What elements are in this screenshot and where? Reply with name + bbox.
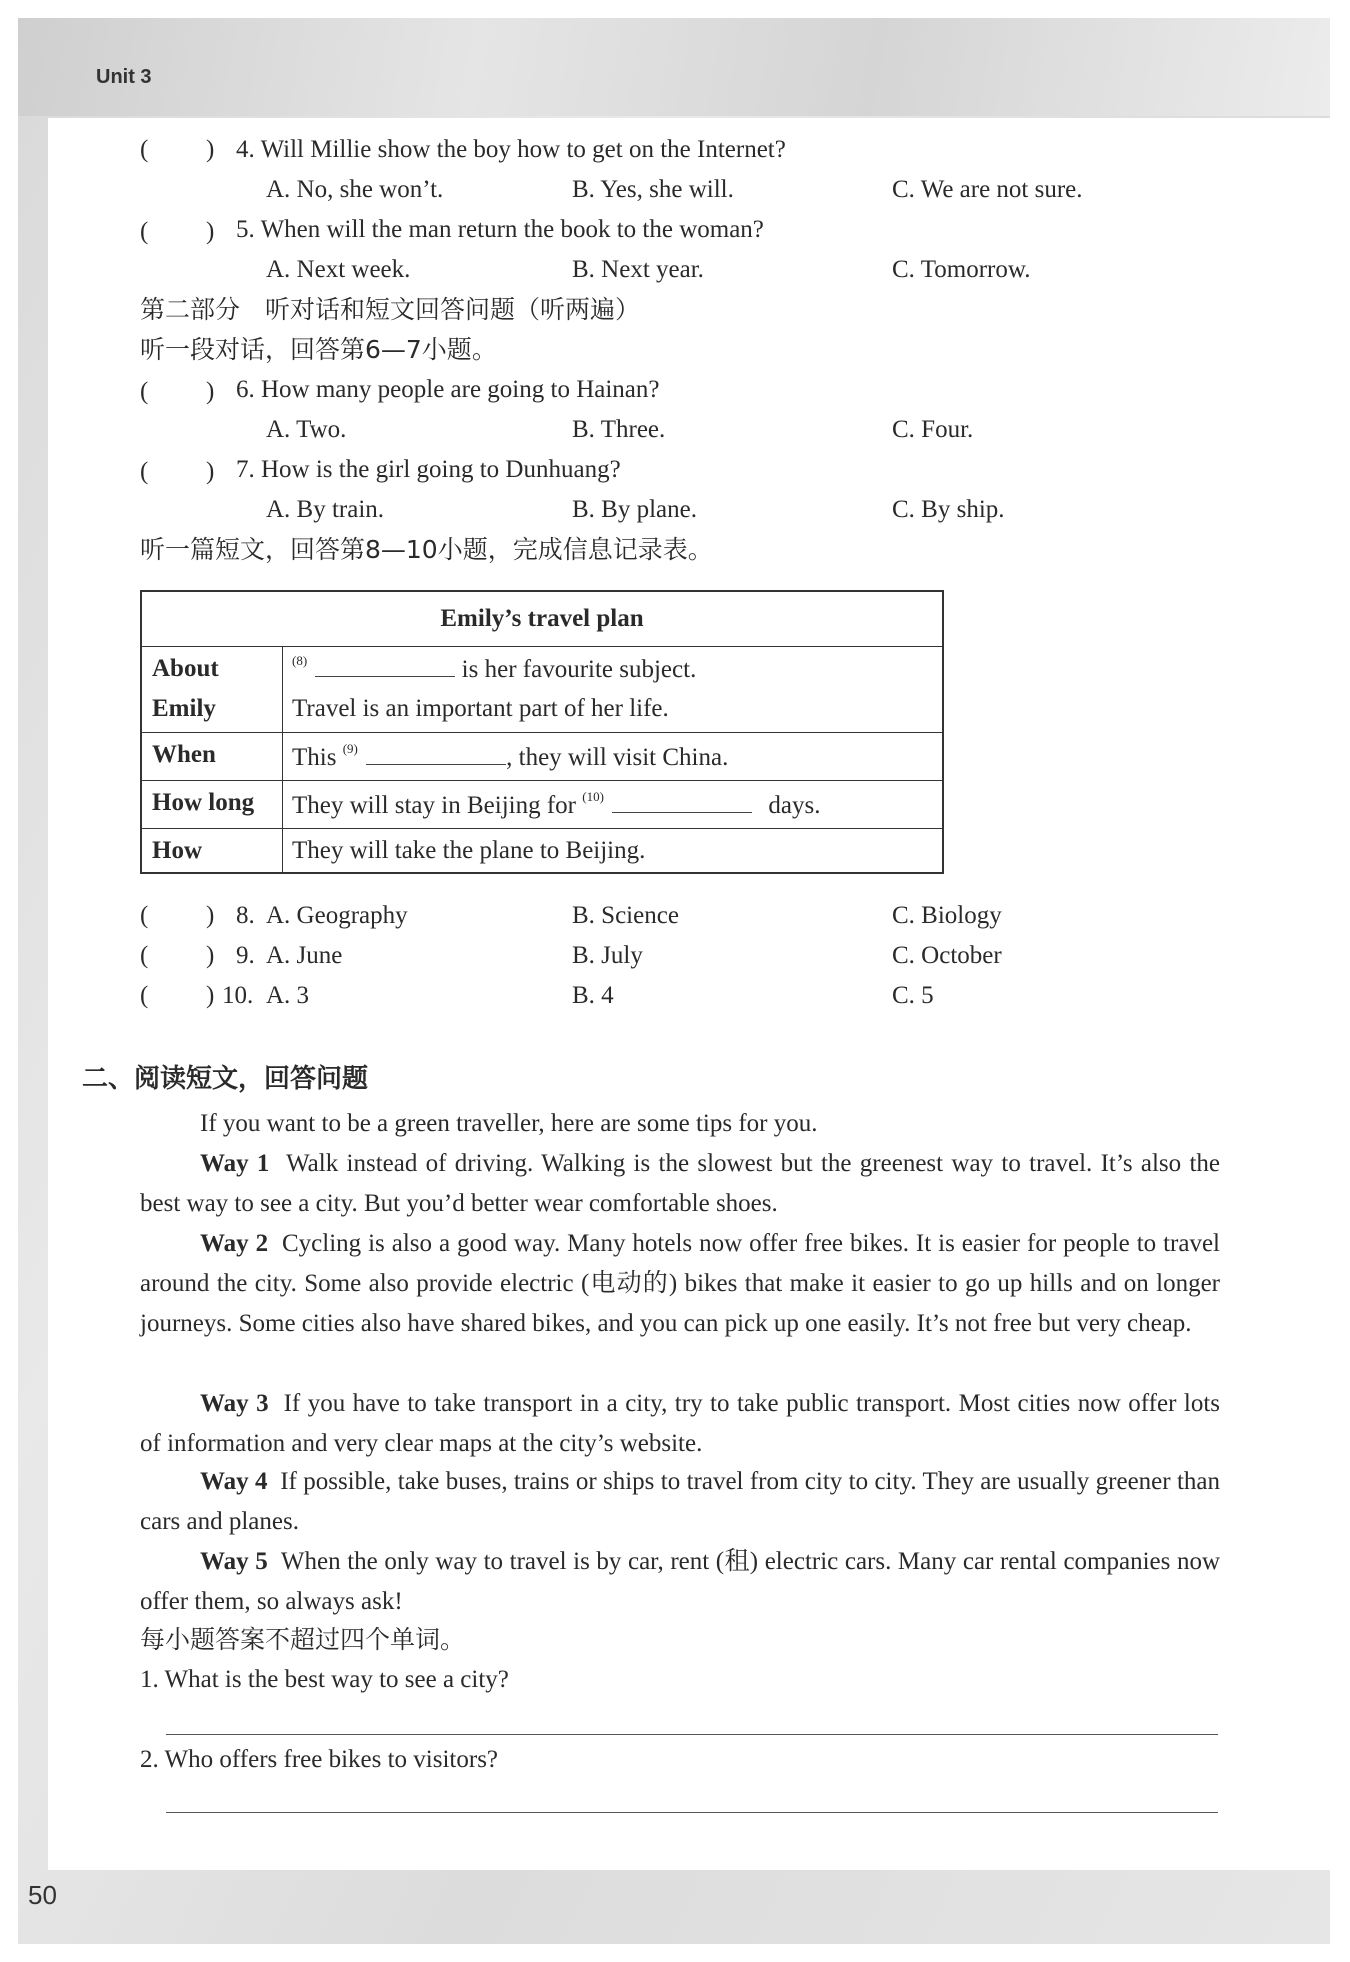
row-header: When xyxy=(152,741,216,768)
way-label: Way 5 xyxy=(200,1548,268,1575)
answer-blank-8[interactable] xyxy=(315,654,455,677)
option-c: C. We are not sure. xyxy=(892,176,1083,203)
way-paragraph xyxy=(140,1144,1220,1224)
answer-paren-close: ) xyxy=(206,942,215,969)
question-number: 7. xyxy=(236,456,255,483)
question-number: 8. xyxy=(236,902,255,929)
blank-number: (10) xyxy=(582,789,604,804)
option-a: A. Two. xyxy=(266,416,347,443)
option-a: A. Next week. xyxy=(266,256,411,283)
way-paragraph xyxy=(140,1542,1220,1622)
row-header: About xyxy=(152,655,219,682)
answer-paren-close: ) xyxy=(206,136,215,163)
row-text xyxy=(292,653,696,684)
answer-paren-close: ) xyxy=(206,378,215,405)
option-b: B. Science xyxy=(572,902,679,929)
row-text-after: days. xyxy=(768,792,821,819)
question-4 xyxy=(236,134,786,166)
question-number: 10. xyxy=(222,982,254,1009)
page-number: 50 xyxy=(28,1880,57,1910)
question-number: 9. xyxy=(236,942,255,969)
row-text-before: They will stay in Beijing for xyxy=(292,792,576,819)
reading-question-2: 2. Who offers free bikes to visitors? xyxy=(140,1746,499,1773)
table-row-how-long xyxy=(142,780,942,828)
table-row-how xyxy=(142,828,942,874)
row-header: How xyxy=(152,837,202,864)
question-7 xyxy=(236,454,621,486)
answer-paren-open: ( xyxy=(140,218,149,245)
option-b: B. Yes, she will. xyxy=(572,176,734,203)
reading-section-title: 二、阅读短文，回答问题 xyxy=(82,1064,369,1094)
row-text: Travel is an important part of her life. xyxy=(292,695,669,722)
option-b: B. 4 xyxy=(572,982,614,1009)
answer-blank-9[interactable] xyxy=(366,742,506,765)
answer-paren-close: ) xyxy=(206,902,215,929)
option-b: B. July xyxy=(572,942,643,969)
travel-plan-table xyxy=(140,590,944,874)
option-a: A. 3 xyxy=(266,982,310,1009)
table-title: Emily’s travel plan xyxy=(440,605,644,632)
option-b: B. By plane. xyxy=(572,496,697,523)
answer-blank-10[interactable] xyxy=(612,790,752,813)
answer-instruction: 每小题答案不超过四个单词。 xyxy=(140,1625,466,1654)
way-label: Way 1 xyxy=(200,1150,270,1177)
table-row-when xyxy=(142,732,942,780)
option-a: A. No, she won’t. xyxy=(266,176,444,203)
blank-number: (9) xyxy=(342,741,358,756)
answer-paren-close: ) xyxy=(206,982,215,1009)
row-text-before: This xyxy=(292,744,337,771)
option-c: C. Tomorrow. xyxy=(892,256,1031,283)
reading-question-1: 1. What is the best way to see a city? xyxy=(140,1666,509,1693)
answer-line-1[interactable] xyxy=(166,1734,1218,1735)
row-text xyxy=(292,789,820,820)
option-c: C. Four. xyxy=(892,416,974,443)
row-text-after: is her favourite subject. xyxy=(461,656,697,683)
question-text: How many people are going to Hainan? xyxy=(261,376,660,403)
option-c: C. 5 xyxy=(892,982,934,1009)
answer-paren-open: ( xyxy=(140,458,149,485)
option-a: A. By train. xyxy=(266,496,385,523)
option-c: C. By ship. xyxy=(892,496,1005,523)
option-b: B. Three. xyxy=(572,416,666,443)
question-5 xyxy=(236,214,764,246)
row-text: They will take the plane to Beijing. xyxy=(292,837,646,864)
row-text xyxy=(292,741,728,772)
way-text: If you have to take transport in a city, try to take public transport. Most cities now offer lots of information and very clear maps at the city’s website. xyxy=(140,1390,1221,1457)
row-header: Emily xyxy=(152,695,216,722)
answer-paren-close: ) xyxy=(206,218,215,245)
reading-intro: If you want to be a green traveller, here are some tips for you. xyxy=(200,1110,818,1137)
way-paragraph xyxy=(140,1462,1220,1542)
dialogue-intro: 听一段对话，回答第6—7小题。 xyxy=(140,335,497,364)
question-number: 4. xyxy=(236,136,255,163)
question-text: When will the man return the book to the woman? xyxy=(260,216,764,243)
option-c: C. Biology xyxy=(892,902,1002,929)
question-text: How is the girl going to Dunhuang? xyxy=(261,456,621,483)
answer-paren-open: ( xyxy=(140,378,149,405)
question-text: Will Millie show the boy how to get on the Internet? xyxy=(260,136,786,163)
way-label: Way 2 xyxy=(200,1230,269,1257)
answer-paren-close: ) xyxy=(206,458,215,485)
row-header: How long xyxy=(152,789,255,816)
way-text: Cycling is also a good way. Many hotels now offer free bikes. It is easier for people to travel around the city. Some also provide electric (电动的) bikes that make it easier to go up hills and on longer journeys. Some cities also have shared bikes, and you can pick up one easily. It’s not free but very cheap. xyxy=(140,1230,1220,1337)
answer-line-2[interactable] xyxy=(166,1812,1218,1813)
option-a: A. Geography xyxy=(266,902,408,929)
blank-number: (8) xyxy=(292,653,308,668)
question-number: 6. xyxy=(236,376,255,403)
header-band xyxy=(18,18,1330,116)
way-label: Way 3 xyxy=(200,1390,269,1417)
way-paragraph xyxy=(140,1384,1220,1464)
row-text-after: , they will visit China. xyxy=(506,744,729,771)
answer-paren-open: ( xyxy=(140,942,149,969)
passage-intro: 听一篇短文，回答第8—10小题，完成信息记录表。 xyxy=(140,535,713,564)
way-label: Way 4 xyxy=(200,1468,268,1495)
way-text: When the only way to travel is by car, rent (租) electric cars. Many car rental companies now offer them, so always ask! xyxy=(140,1548,1221,1615)
option-a: A. June xyxy=(266,942,343,969)
table-row-about xyxy=(142,646,942,732)
way-paragraph xyxy=(140,1224,1220,1344)
question-number: 5. xyxy=(236,216,255,243)
answer-paren-open: ( xyxy=(140,136,149,163)
question-6 xyxy=(236,374,660,406)
answer-paren-open: ( xyxy=(140,982,149,1009)
part2-heading: 第二部分 听对话和短文回答问题（听两遍） xyxy=(140,295,641,324)
answer-paren-open: ( xyxy=(140,902,149,929)
option-c: C. October xyxy=(892,942,1002,969)
way-text: If possible, take buses, trains or ships to travel from city to city. They are usually greener than cars and planes. xyxy=(140,1468,1220,1535)
option-b: B. Next year. xyxy=(572,256,704,283)
unit-label: Unit 3 xyxy=(96,66,152,88)
way-text: Walk instead of driving. Walking is the slowest but the greenest way to travel. It’s also the best way to see a city. But you’d better wear comfortable shoes. xyxy=(140,1150,1220,1217)
